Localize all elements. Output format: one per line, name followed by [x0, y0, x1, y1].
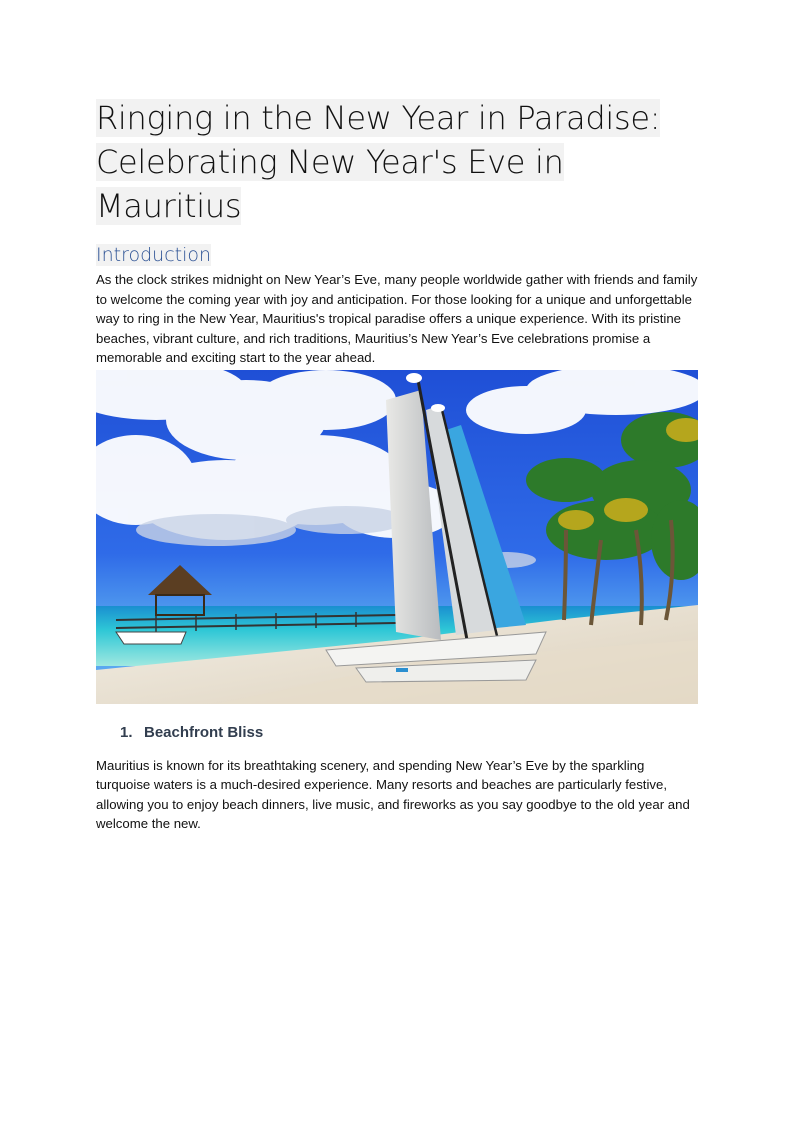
section-1-paragraph: Mauritius is known for its breathtaking scenery, and spending New Year’s Eve by the sparkling turquoise waters is a much-desired experience. Many resorts and beaches are particularly festive, allowing you to enjoy beach dinners, live music, and fireworks as you say goodbye to the old year and welcome the new. — [96, 757, 690, 831]
section-1-heading — [96, 722, 698, 744]
intro-heading — [96, 242, 698, 268]
intro-paragraph: As the clock strikes midnight on New Year’s Eve, many people worldwide gather with friends and family to welcome the coming year with joy and anticipation. For those looking for a unique and unforgettable way to ring in the New Year, Mauritius's tropical paradise offers a unique experience. With its pristine beaches, vibrant culture, and rich traditions, Mauritius’s New Year’s Eve celebrations promise a memorable and exciting start to the year ahead. — [96, 272, 698, 365]
title-line-1: Ringing in the New Year in Paradise: — [96, 99, 661, 137]
document-title — [96, 96, 698, 228]
document-page — [96, 96, 698, 834]
section-1-title: Beachfront Bliss — [144, 723, 264, 741]
section-1-number: 1. — [120, 723, 133, 741]
beach-catamaran-image — [96, 370, 698, 704]
intro-heading-text: Introduction — [96, 244, 212, 266]
title-line-2: Celebrating New Year's Eve in Mauritius — [96, 143, 564, 225]
